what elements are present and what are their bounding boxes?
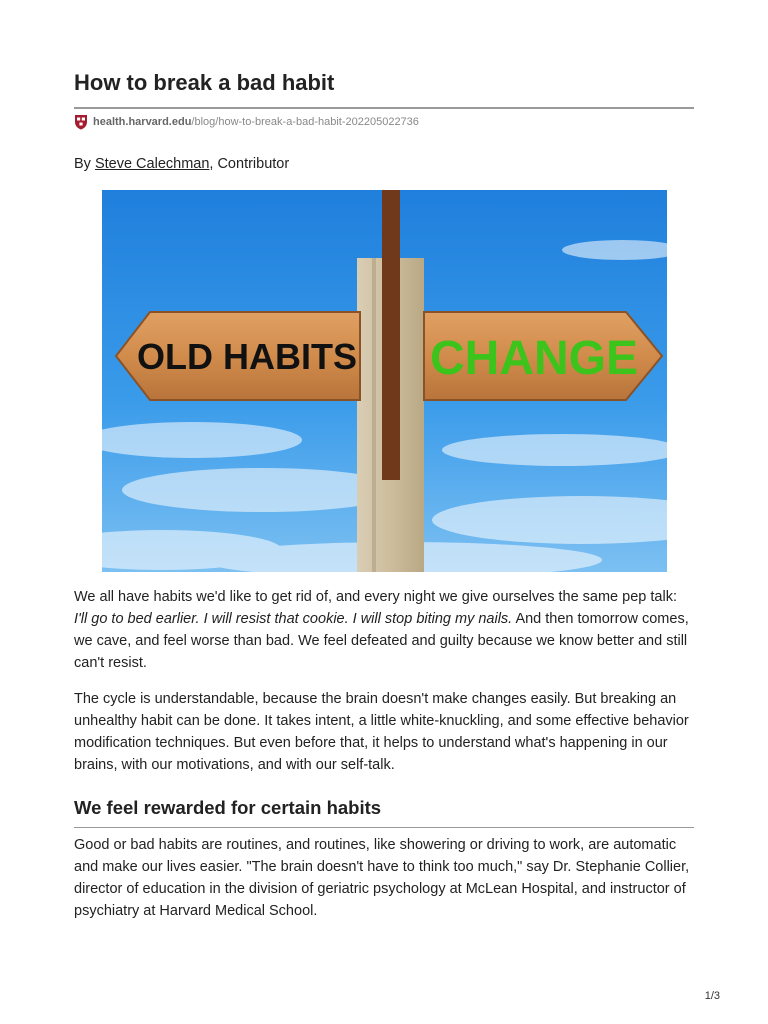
- source-link[interactable]: [74, 114, 419, 130]
- author-link[interactable]: Steve Calechman: [94, 156, 210, 172]
- paragraph-3: Good or bad habits are routines, and routines, like showering or driving to work, are automatic and make our lives easier. "The brain doesn't have to think too much," say Dr. Stephanie Collier, director of education in the division of geriatric psychology at McLean Hospital, and instructor of psychiatry at Harvard Medical School.: [74, 837, 690, 919]
- p1-text-b: And then tomorrow comes, we cave, and feel worse than bad. We feel defeated and guilty because we know better and still can't resist.: [74, 611, 689, 671]
- paragraph-2: The cycle is understandable, because the brain doesn't make changes easily. But breaking an unhealthy habit can be done. It takes intent, a little white-knuckling, and some effective behavior modification techniques. But even before that, it helps to understand what's happening in our brains, with our motivations, and with our self-talk.: [74, 691, 689, 773]
- byline: [74, 156, 289, 172]
- source-host: health.harvard.edu: [93, 116, 192, 128]
- title-divider: [74, 107, 694, 109]
- section-heading: We feel rewarded for certain habits: [74, 797, 382, 818]
- page-title: How to break a bad habit: [74, 70, 335, 95]
- hero-image: [102, 190, 667, 572]
- p1-text-a: We all have habits we'd like to get rid of, and every night we give ourselves the same pep talk:: [74, 589, 677, 605]
- sign-right-text: CHANGE: [429, 332, 639, 385]
- section-divider: [74, 827, 694, 828]
- paragraph-1: [74, 586, 694, 674]
- byline-suffix: , Contributor: [209, 156, 290, 172]
- source-path: /blog/how-to-break-a-bad-habit-202205022736: [191, 116, 419, 128]
- sign-left-text: OLD HABITS: [137, 336, 357, 377]
- harvard-shield-icon: [74, 114, 88, 130]
- page-number: 1/3: [704, 990, 720, 1002]
- p1-emphasis: I'll go to bed earlier. I will resist that cookie. I will stop biting my nails.: [74, 611, 513, 627]
- byline-prefix: By: [74, 156, 95, 172]
